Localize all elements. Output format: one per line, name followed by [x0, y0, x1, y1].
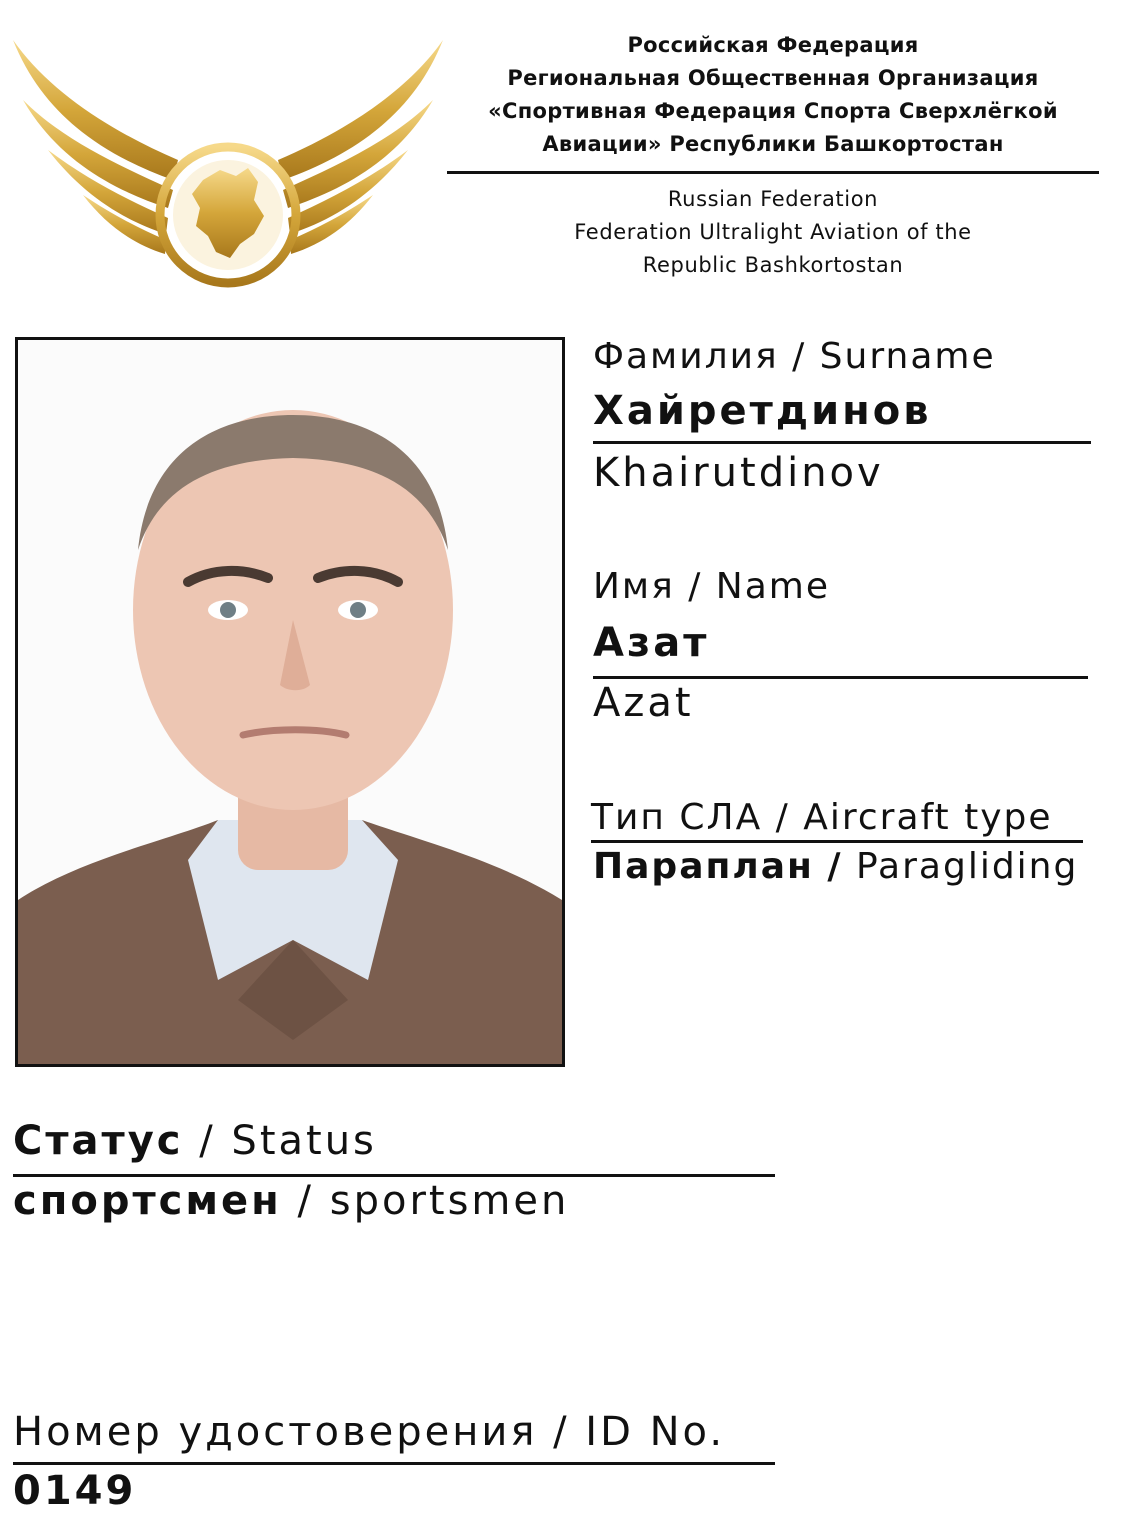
header-ru-line-2: Региональная Общественная Организация [507, 66, 1039, 90]
status-underline [13, 1174, 775, 1177]
aircraft-type-label: Тип СЛА / Aircraft type [591, 797, 1053, 838]
id-number-value: 0149 [13, 1468, 137, 1514]
surname-label: Фамилия / Surname [593, 336, 996, 377]
aircraft-type-value-en: Paragliding [855, 846, 1079, 887]
name-label: Имя / Name [593, 566, 830, 607]
status-value [13, 1178, 569, 1224]
status-value-separator: / [297, 1178, 315, 1224]
header-ru-line-1: Российская Федерация [627, 33, 919, 57]
name-value-ru: Азат [593, 620, 710, 666]
status-label-ru: Статус [13, 1118, 184, 1164]
header-divider [447, 171, 1099, 174]
surname-value-en: Khairutdinov [593, 450, 884, 496]
name-value-en: Azat [593, 680, 694, 726]
portrait-photo-icon [18, 340, 562, 1064]
surname-underline [593, 441, 1091, 444]
id-number-underline [13, 1462, 775, 1465]
federation-logo-icon [8, 30, 448, 300]
header-en-line-3: Republic Bashkortostan [642, 253, 904, 277]
id-number-label: Номер удостоверения / ID No. [13, 1409, 726, 1455]
surname-value-ru: Хайретдинов [593, 388, 932, 434]
aircraft-type-underline [591, 840, 1083, 843]
aircraft-type-value [593, 846, 1078, 887]
status-value-ru: спортсмен [13, 1178, 282, 1224]
name-underline [593, 676, 1088, 679]
status-label [13, 1118, 377, 1164]
header-ru-line-4: Авиации» Республики Башкортостан [542, 132, 1004, 156]
portrait-photo [15, 337, 565, 1067]
aircraft-type-separator: / [827, 846, 843, 887]
status-label-separator: / [199, 1118, 216, 1164]
aircraft-type-value-ru: Параплан [593, 846, 814, 887]
status-value-en: sportsmen [329, 1178, 570, 1224]
header-en-line-1: Russian Federation [667, 187, 879, 211]
header-ru-line-3: «Спортивная Федерация Спорта Сверхлёгкой [488, 99, 1058, 123]
header-en-line-2: Federation Ultralight Aviation of the [574, 220, 972, 244]
status-label-en: Status [231, 1118, 377, 1164]
